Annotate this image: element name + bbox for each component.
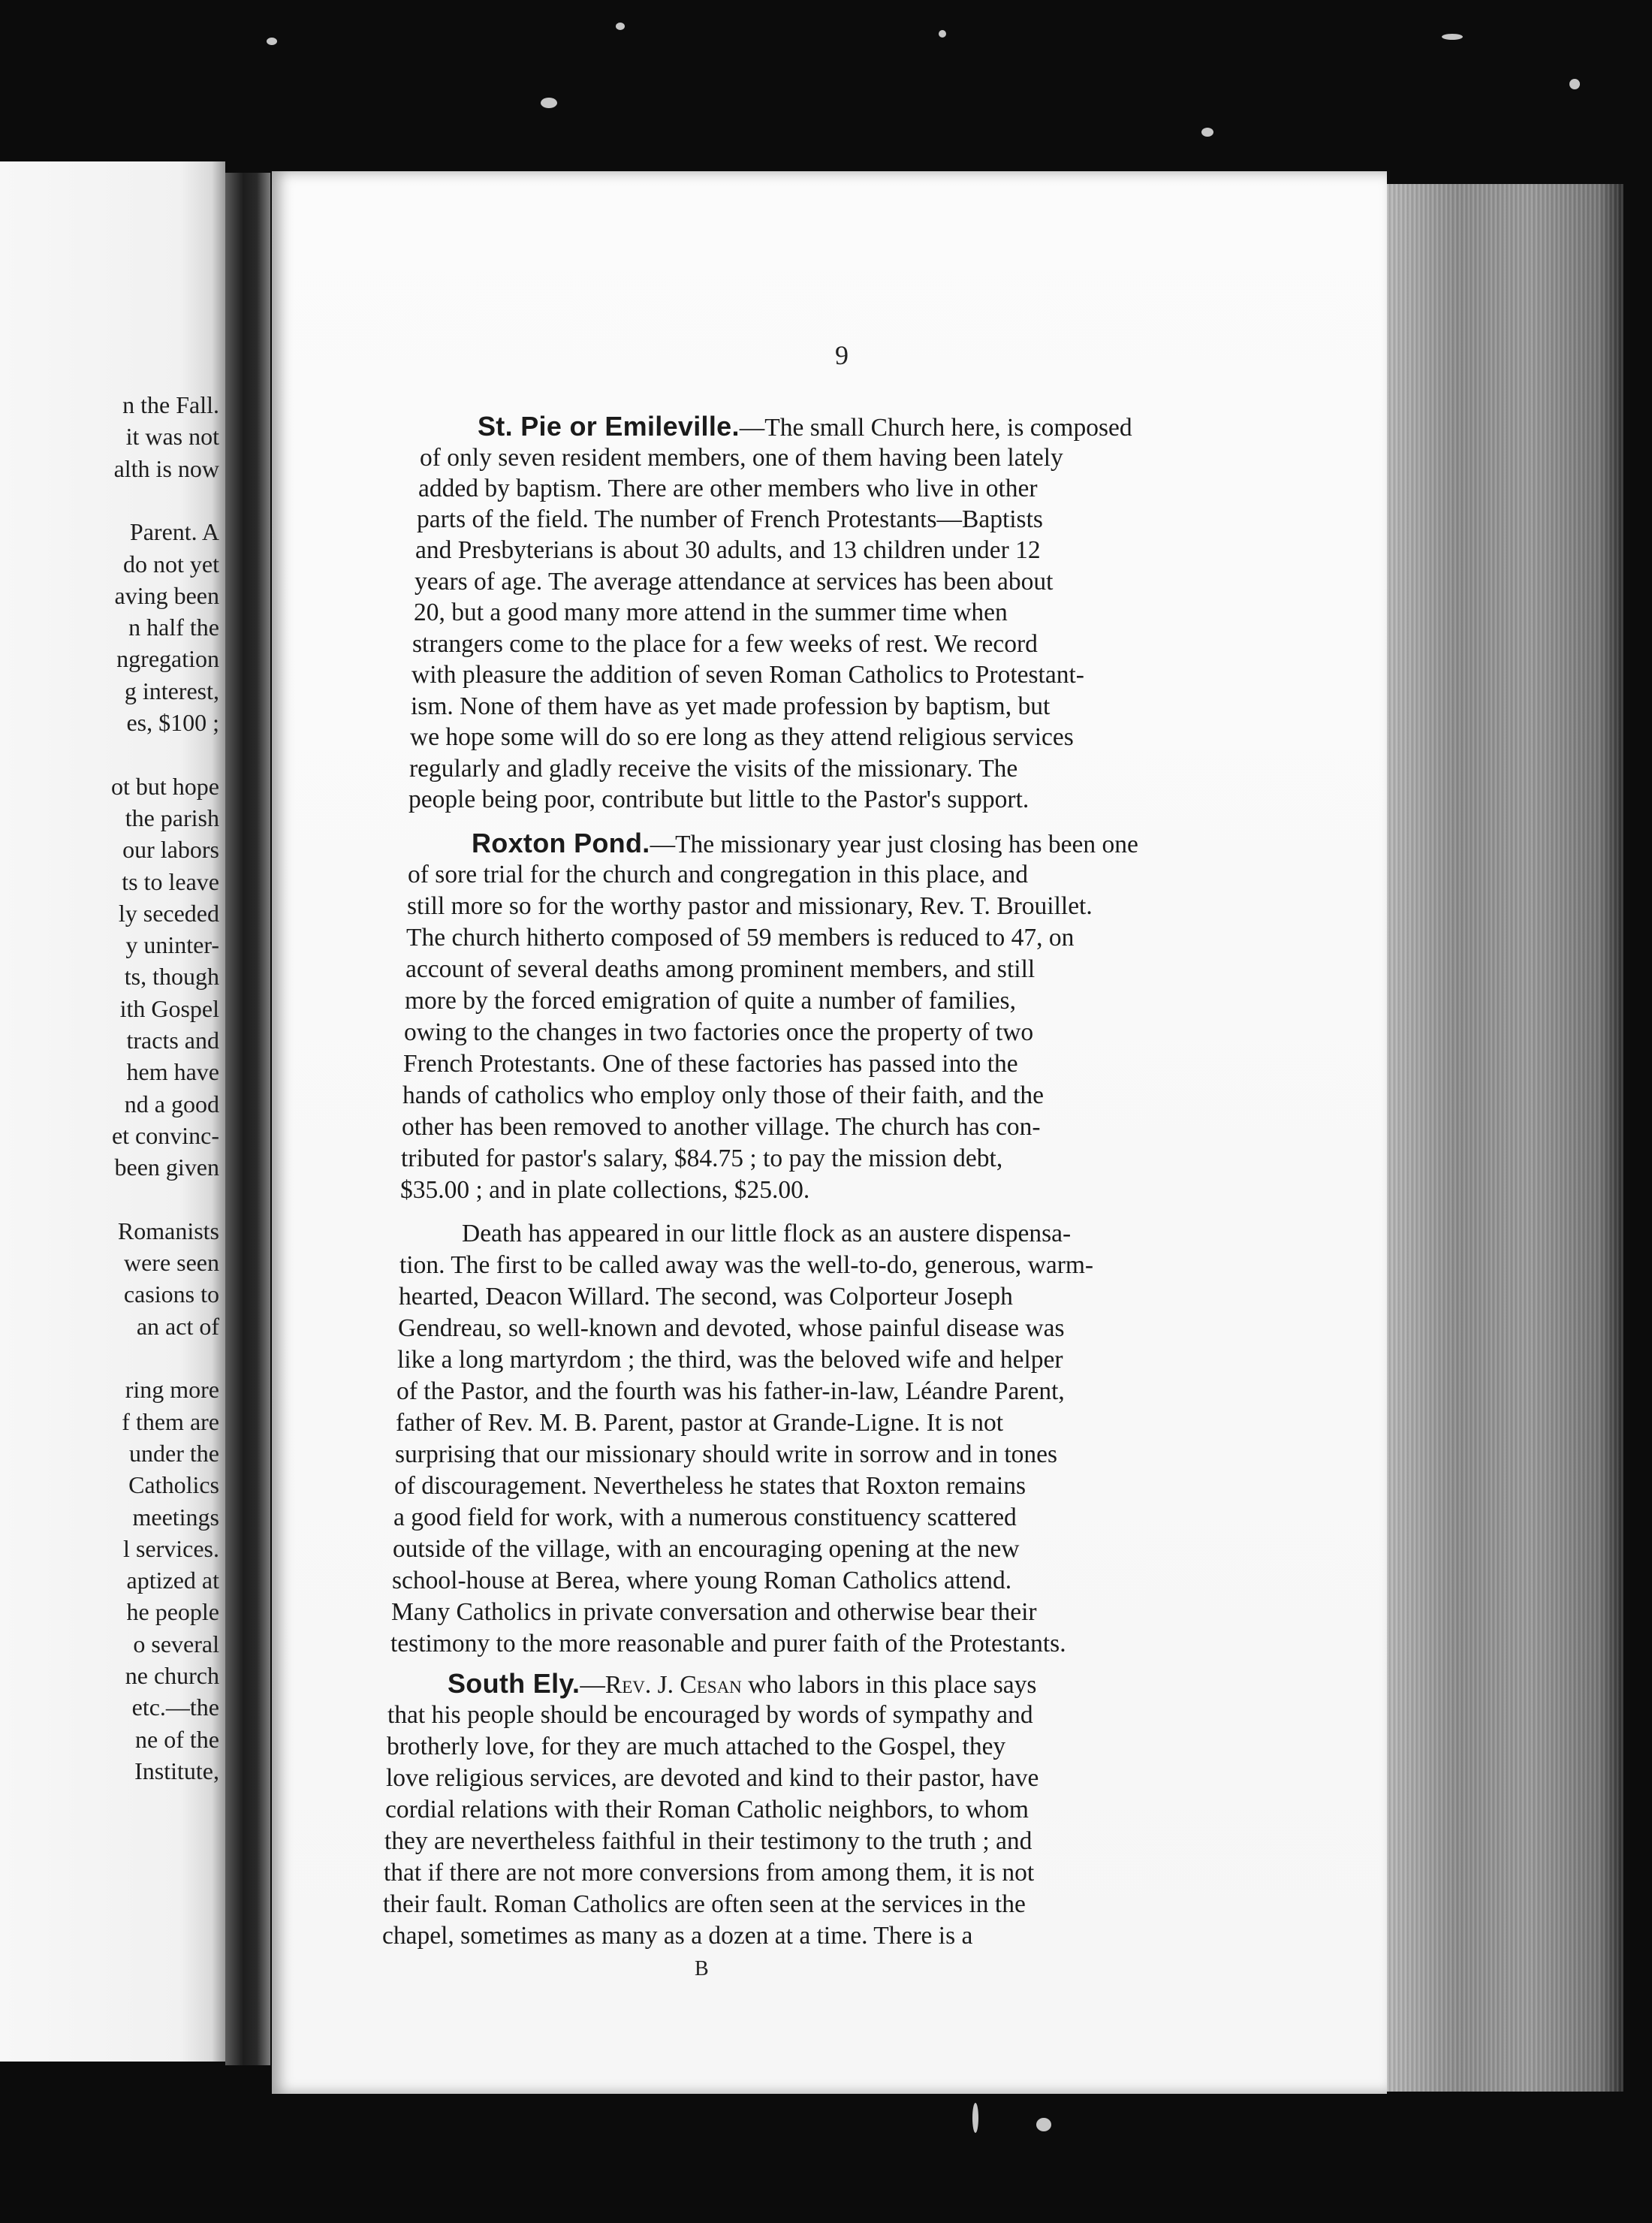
- left-page-text-line: tracts and: [126, 1027, 219, 1054]
- left-page-text-line: o several: [133, 1630, 219, 1657]
- dust-speck: [267, 38, 277, 45]
- text-line: father of Rev. M. B. Parent, pastor at Grande-Ligne. It is not: [396, 1409, 1004, 1437]
- section-heading: South Ely.: [448, 1668, 580, 1699]
- text-line: like a long martyrdom ; the third, was the beloved wife and helper: [397, 1346, 1063, 1374]
- text-line: hearted, Deacon Willard. The second, was Colporteur Joseph: [399, 1283, 1013, 1311]
- pastor-name: Rev. J. Cesan: [604, 1671, 742, 1699]
- left-page-text-line: an act of: [136, 1312, 219, 1340]
- text-line: chapel, sometimes as many as a dozen at a time. There is a: [382, 1922, 973, 1950]
- text-line: outside of the village, with an encouraging opening at the new: [393, 1535, 1020, 1563]
- dust-speck: [972, 2103, 978, 2133]
- text-line: French Protestants. One of these factories has passed into the: [403, 1050, 1018, 1078]
- text-line: The church hitherto composed of 59 members is reduced to 47, on: [406, 924, 1075, 952]
- text-line: we hope some will do so ere long as they attend religious services: [410, 723, 1074, 751]
- left-page-text-line: n the Fall.: [122, 391, 219, 418]
- left-page-text-line: es, $100 ;: [126, 709, 219, 736]
- text-line: strangers come to the place for a few weeks of rest. We record: [412, 630, 1038, 658]
- text-line: Death has appeared in our little flock as an austere dispensa-: [462, 1220, 1072, 1247]
- text-line: account of several deaths among prominent members, and still: [405, 955, 1036, 983]
- left-page-text-line: y uninter-: [125, 931, 219, 959]
- left-page-text-line: were seen: [123, 1249, 219, 1277]
- signature-mark: B: [695, 1957, 709, 1980]
- text-line: of discouragement. Nevertheless he states that Roxton remains: [394, 1472, 1026, 1500]
- left-page-text-line: alth is now: [113, 454, 219, 482]
- dust-speck: [1569, 79, 1580, 89]
- text-line: $35.00 ; and in plate collections, $25.00.: [400, 1176, 810, 1204]
- left-page-text-line: under the: [129, 1439, 219, 1467]
- text-line: school-house at Berea, where young Roman Catholics attend.: [392, 1567, 1012, 1594]
- left-page-text-line: our labors: [122, 836, 219, 864]
- text-line: regularly and gladly receive the visits of the missionary. The: [409, 755, 1018, 783]
- left-page-text-line: hem have: [126, 1058, 219, 1086]
- text-line: other has been removed to another village. The church has con-: [402, 1113, 1041, 1141]
- text-line: hands of catholics who employ only those of their faith, and the: [402, 1081, 1045, 1109]
- left-page-text-line: l services.: [123, 1534, 219, 1562]
- text-line: a good field for work, with a numerous constituency scattered: [393, 1504, 1017, 1531]
- text-line: love religious services, are devoted and kind to their pastor, have: [386, 1764, 1039, 1792]
- text-line: added by baptism. There are other members who live in other: [418, 475, 1038, 502]
- text-line: cordial relations with their Roman Catholic neighbors, to whom: [385, 1796, 1029, 1823]
- left-page-text-line: ly seceded: [118, 899, 219, 927]
- text-line: tion. The first to be called away was the well-to-do, generous, warm-: [399, 1251, 1094, 1279]
- left-page-text-line: Catholics: [128, 1471, 219, 1499]
- left-page-text-line: ne of the: [135, 1725, 219, 1753]
- text-line: more by the forced emigration of quite a number of families,: [405, 987, 1016, 1015]
- dust-speck: [1442, 34, 1463, 40]
- section-heading: St. Pie or Emileville.: [478, 411, 740, 442]
- left-page-text-line: ts, though: [124, 963, 219, 991]
- left-page-text-line: he people: [126, 1598, 219, 1626]
- left-page-text-line: do not yet: [123, 550, 219, 578]
- text-line: that if there are not more conversions from among them, it is not: [384, 1859, 1035, 1887]
- dash: —: [580, 1671, 605, 1699]
- text-line: still more so for the worthy pastor and missionary, Rev. T. Brouillet.: [407, 892, 1093, 920]
- left-page-text-line: ngregation: [116, 645, 219, 673]
- text-line: owing to the changes in two factories once the property of two: [404, 1018, 1034, 1046]
- left-page-text-line: f them are: [122, 1407, 219, 1435]
- text-line: —The missionary year just closing has been one: [650, 831, 1138, 858]
- text-line: their fault. Roman Catholics are often seen at the services in the: [383, 1890, 1026, 1918]
- left-page-text-line: ring more: [125, 1376, 219, 1404]
- text-line: —The small Church here, is composed: [739, 414, 1132, 442]
- left-page-text-line: et convinc-: [111, 1121, 219, 1149]
- left-page-text-line: ts to leave: [122, 867, 219, 895]
- left-page-text-line: Parent. A: [129, 518, 219, 546]
- left-page-text-line: Romanists: [117, 1217, 219, 1244]
- text-line: parts of the field. The number of French Protestants—Baptists: [417, 505, 1043, 533]
- text-line: that his people should be encouraged by words of sympathy and: [387, 1701, 1033, 1729]
- left-page-text-line: ith Gospel: [119, 994, 219, 1022]
- dust-speck: [616, 23, 625, 30]
- section-heading: Roxton Pond.: [472, 828, 650, 858]
- left-page-text-line: ot but hope: [111, 772, 219, 800]
- text-line: who labors in this place says: [741, 1671, 1037, 1699]
- left-page-text-line: g interest,: [124, 677, 219, 704]
- text-line: with pleasure the addition of seven Roman Catholics to Protestant-: [411, 661, 1084, 689]
- left-page-text-line: aving been: [114, 581, 219, 609]
- left-page-text-line: casions to: [123, 1280, 219, 1308]
- text-line: of the Pastor, and the fourth was his father-in-law, Léandre Parent,: [396, 1377, 1065, 1405]
- text-line: and Presbyterians is about 30 adults, and 13 children under 12: [415, 536, 1041, 564]
- text-line: testimony to the more reasonable and purer faith of the Protestants.: [390, 1630, 1066, 1657]
- section-heading-line: [448, 1669, 1036, 1700]
- left-page-text-line: Institute,: [134, 1757, 219, 1784]
- text-line: of sore trial for the church and congregation in this place, and: [408, 861, 1029, 888]
- dust-speck: [541, 98, 557, 108]
- section-heading-line: [472, 828, 1138, 860]
- text-line: Gendreau, so well-known and devoted, whose painful disease was: [398, 1314, 1065, 1342]
- left-page-text-line: etc.—the: [131, 1694, 219, 1721]
- page-number: 9: [835, 340, 849, 370]
- text-line: tributed for pastor's salary, $84.75 ; to pay the mission debt,: [401, 1145, 1003, 1172]
- text-line: years of age. The average attendance at services has been about: [415, 568, 1054, 596]
- dust-speck: [1201, 128, 1213, 137]
- text-line: they are nevertheless faithful in their testimony to the truth ; and: [384, 1827, 1032, 1855]
- left-page-text-line: aptized at: [126, 1567, 219, 1594]
- dust-speck: [1036, 2118, 1051, 2131]
- text-line: Many Catholics in private conversation and otherwise bear their: [391, 1598, 1037, 1626]
- left-page-text-line: the parish: [125, 804, 219, 831]
- dust-speck: [939, 30, 946, 38]
- text-line: ism. None of them have as yet made profession by baptism, but: [411, 692, 1051, 720]
- left-page-text-line: been given: [114, 1154, 219, 1181]
- text-line: people being poor, contribute but little to the Pastor's support.: [408, 786, 1029, 813]
- left-page-text-line: meetings: [132, 1503, 219, 1531]
- section-heading-line: [478, 412, 1132, 443]
- left-page-text-line: it was not: [125, 423, 219, 451]
- text-line: surprising that our missionary should write in sorrow and in tones: [395, 1440, 1058, 1468]
- left-page-text-line: nd a good: [124, 1090, 219, 1118]
- text-line: of only seven resident members, one of them having been lately: [420, 444, 1063, 472]
- left-page-text-line: n half the: [128, 614, 219, 641]
- left-page-text-line: ne church: [125, 1662, 219, 1689]
- text-line: 20, but a good many more attend in the summer time when: [414, 599, 1008, 626]
- text-line: brotherly love, for they are much attached to the Gospel, they: [387, 1733, 1006, 1760]
